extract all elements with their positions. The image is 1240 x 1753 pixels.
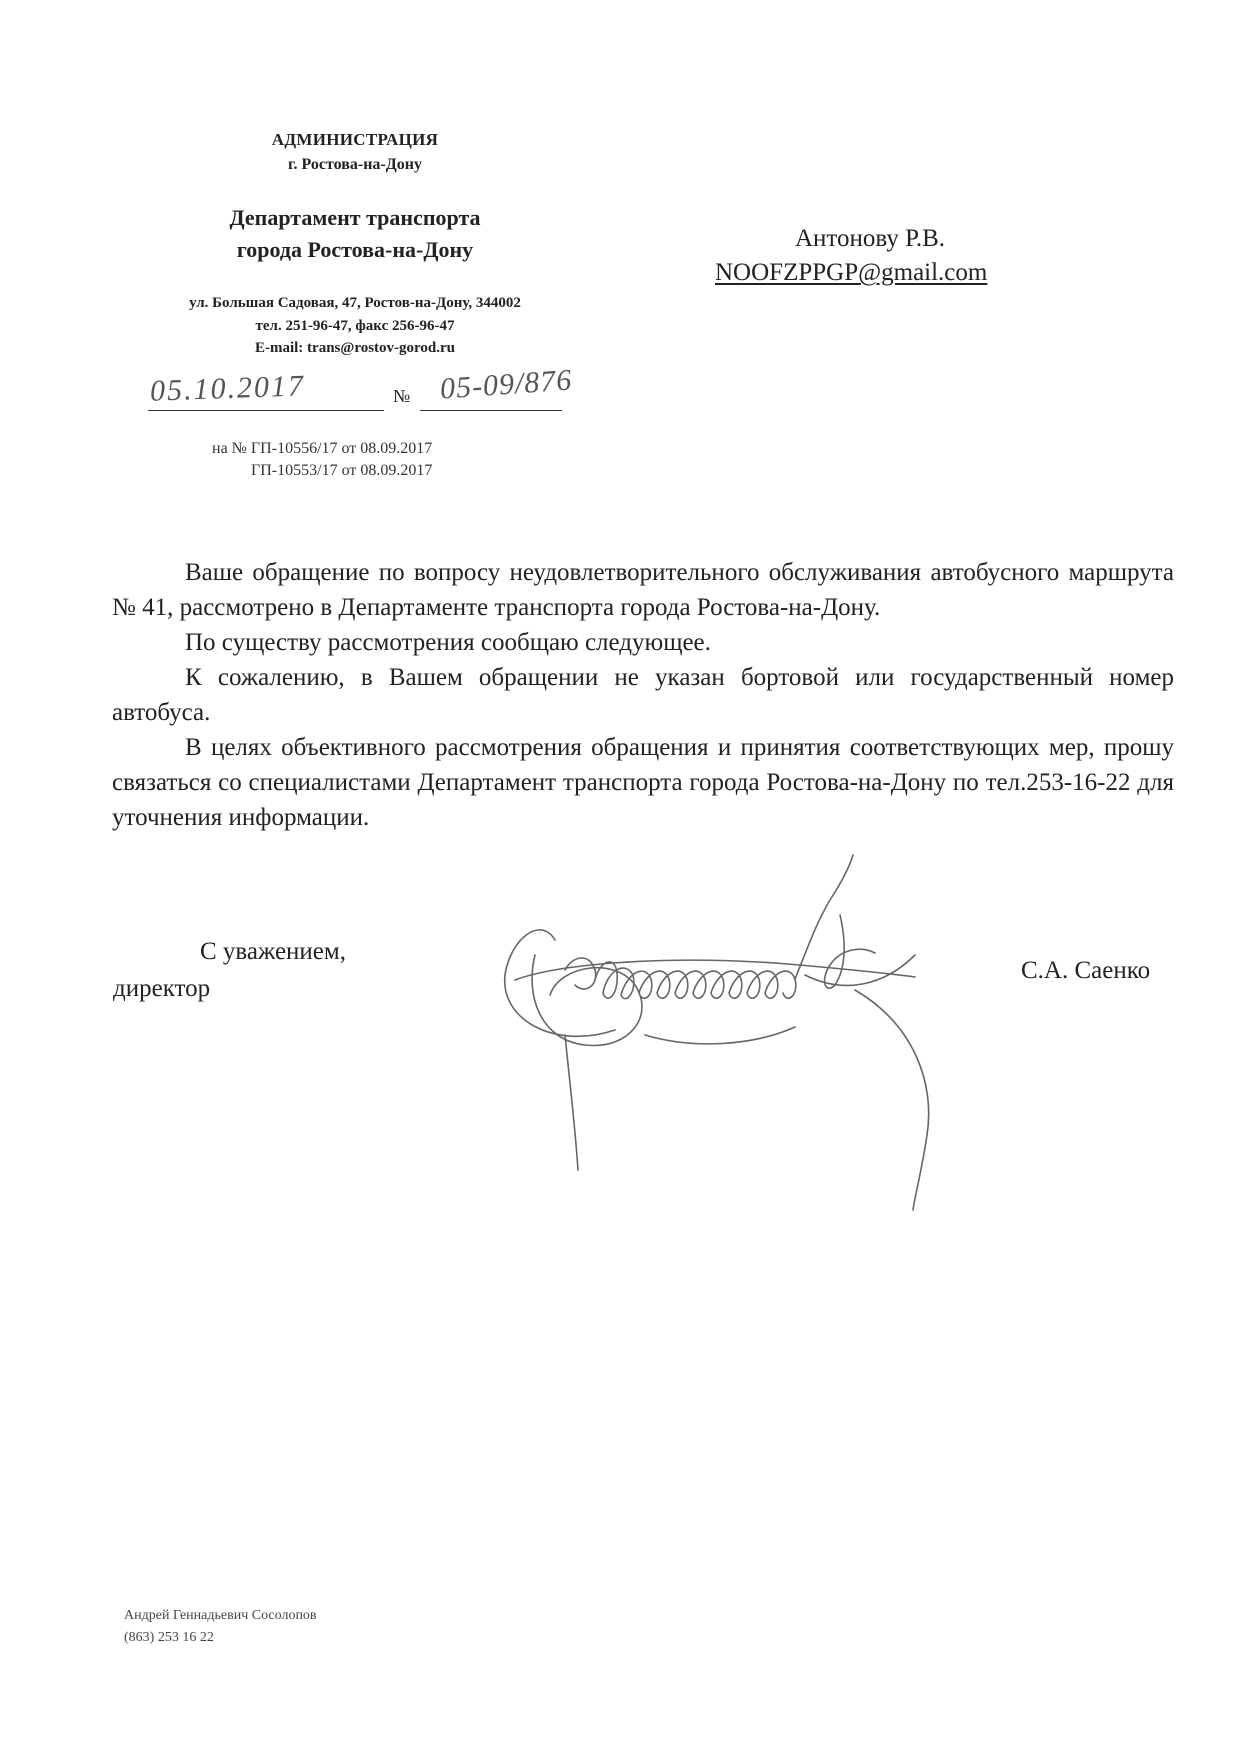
number-underline [420,410,562,411]
reference-line-1: на № ГП-10556/17 от 08.09.2017 [212,440,433,457]
letterhead-city: г. Ростова-на-Дону [288,156,422,173]
letterhead-phone-fax: тел. 251-96-47, факс 256-96-47 [255,318,455,334]
executor-phone: (863) 253 16 22 [124,1630,214,1645]
closing-regards: С уважением, [200,938,346,965]
body-paragraph-1: Ваше обращение по вопросу неудовлетворительного обслуживания автобусного маршрута № 41, рассмотрено в Департаменте транспорта города Ростова-на-Дону. [112,559,1174,621]
registration-date: 05.10.2017 [149,369,306,408]
date-underline [148,410,384,411]
recipient-email: NOOFZPPGP@gmail.com [715,259,988,286]
letterhead-address: ул. Большая Садовая, 47, Ростов-на-Дону, 344002 [189,295,521,311]
recipient-name: Антонову Р.В. [794,225,946,252]
letter-body [112,555,1174,835]
body-paragraph-4: В целях объективного рассмотрения обращения и принятия соответствующих мер, прошу связаться со специалистами Департамент транспорта города Ростова-на-Дону по тел.253-16-22 для уточнения информации. [112,734,1174,831]
letterhead-department-line1: Департамент транспорта [229,205,481,230]
letterhead-department-line2: города Ростова-на-Дону [236,237,474,262]
body-paragraph-2: По существу рассмотрения сообщаю следующее. [185,629,711,656]
registration-number: 05-09/876 [438,363,574,406]
closing-position: директор [113,975,211,1002]
body-paragraph-3: К сожалению, в Вашем обращении не указан бортовой или государственный номер автобуса. [112,664,1174,726]
reference-line-2: ГП-10553/17 от 08.09.2017 [251,462,433,479]
letterhead-email: E-mail: trans@rostov-gorod.ru [254,340,456,356]
number-sign: № [393,386,411,406]
letterhead-admin: АДМИНИСТРАЦИЯ [271,130,439,149]
executor-name: Андрей Геннадьевич Сосолопов [124,1608,317,1623]
signature-scribble [495,845,995,1225]
signatory-name: С.А. Саенко [1021,957,1151,984]
